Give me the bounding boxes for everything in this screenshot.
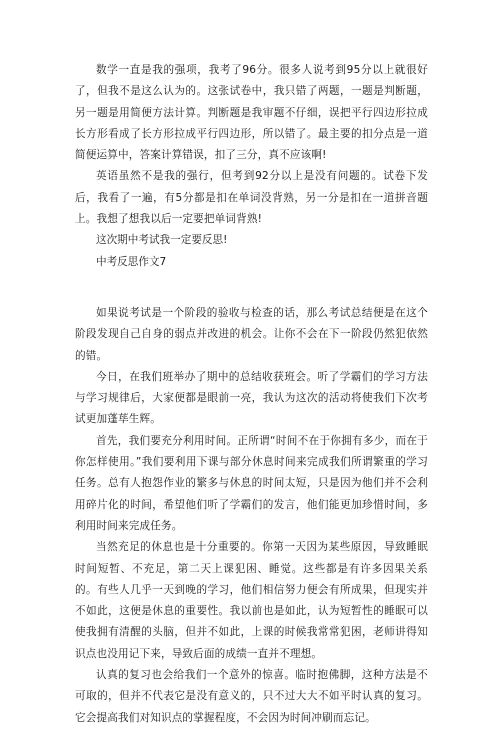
paragraph-time: 首先，我们要充分利用时间。正所谓“时间不在于你拥有多少，而在于你怎样使用。”我们要利用下课与部分休息时间来完成我们所谓繁重的学习任务。总有人抱怨作业的繁多与休息的时间太短，只是因为他们并不会利用碎片化的时间，希望他们听了学霸们的发言，他们能更加珍惜时间，多利用时间来完成任务。 — [75, 434, 428, 532]
paragraph-meeting: 今日，在我们班举办了期中的总结收获班会。听了学霸们的学习方法与学习规律后，大家便都是眼前一亮，我认为这次的活动将使我们下次考试更加蓬荜生辉。 — [75, 370, 428, 426]
essay-bottom-section — [75, 303, 428, 729]
essay-top-section — [75, 60, 428, 273]
paragraph-math: 数学一直是我的强项，我考了96分。很多人说考到95分以上就很好了，但我不是这么认为的。这张试卷中，我只错了两题，一题是判断题，另一题是用简便方法计算。判断题是我审题不仔细，误把平行四边形拉成长方形看成了长方形拉成平行四边形，所以错了。最主要的扣分点是一道简便运算中，答案计算错误，扣了三分，真不应该啊! — [75, 64, 428, 162]
essay-title: 中考反思作文7 — [96, 255, 167, 268]
paragraph-english: 英语虽然不是我的强行，但考到92分以上是没有问题的。试卷下发后，我看了一遍，有5分都是扣在单词没背熟，另一分是扣在一道拼音题上。我想了想我以后一定要把单词背熟! — [75, 170, 428, 226]
paragraph-rest: 当然充足的休息也是十分重要的。你第一天因为某些原因，导致睡眠时间短暂、不充足，第二天上课犯困、睡觉。这些都是有许多因果关系的。有些人几乎一天到晚的学习，他们相信努力便会有所成果，但现实并不如此，这便是休息的重要性。我以前也是如此，认为短暂性的睡眠可以使我拥有清醒的头脑，但并不如此，上课的时候我常常犯困，老师讲得知识点也没用记下来，导致后面的成绩一直并不理想。 — [75, 541, 428, 660]
paragraph-intro: 如果说考试是一个阶段的验收与检查的话，那么考试总结便是在这个阶段发现自己自身的弱点并改进的机会。让你不会在下一阶段仍然犯依然的错。 — [75, 307, 428, 362]
paragraph-review: 认真的复习也会给我们一个意外的惊喜。临时抱佛脚，这种方法是不可取的，但并不代表它是没有意义的，只不过大大不如平时认真的复习。它会提高我们对知识点的掌握程度，不会因为时间冲刷而忘记。 — [75, 669, 428, 724]
paragraph-reflection: 这次期中考试我一定要反思! — [96, 234, 228, 247]
